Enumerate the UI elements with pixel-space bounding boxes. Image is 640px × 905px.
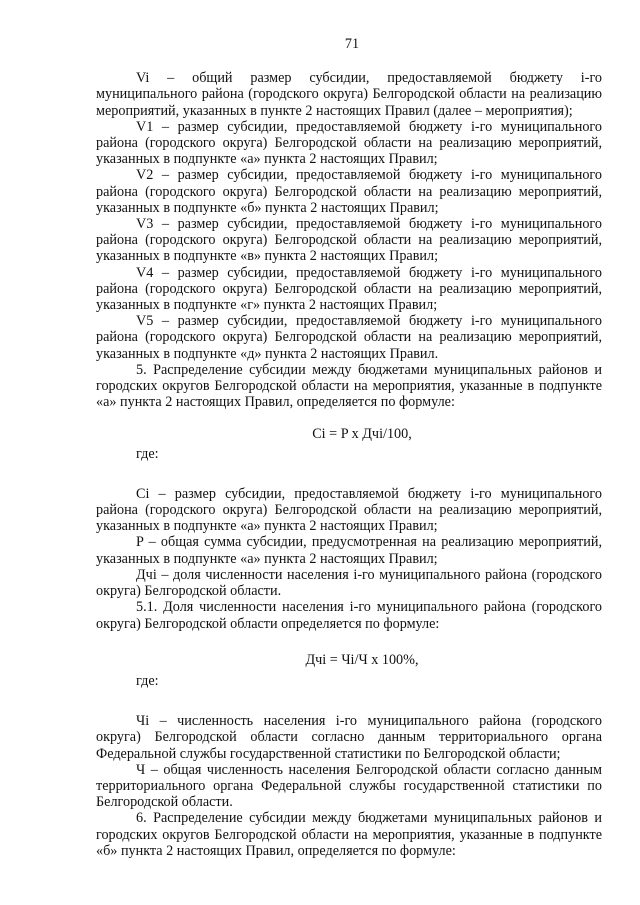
definition-ci: Ci – размер субсидии, предоставляемой бюджету i-го муниципального района (городского округа) Белгородской области на реализацию мероприятий, указанных в подпункте «а» пункта 2 настоящих Правил; (96, 485, 602, 535)
definition-v1: V1 – размер субсидии, предоставляемой бюджету i-го муниципального района (городского округа) Белгородской области на реализацию мероприятий, указанных в подпункте «а» пункта 2 настоящих Правил; (96, 118, 602, 168)
where-label-1: где: (136, 445, 159, 462)
definition-vi: Vi – общий размер субсидии, предоставляемой бюджету i-го муниципального района (городского округа) Белгородской области на реализацию мероприятий, указанных в пункте 2 настоящих Правил (далее – мероприятия); (96, 70, 602, 119)
clause-6: 6. Распределение субсидии между бюджетами муниципальных районов и городских округов Белгородской области на мероприятия, указанные в подпункте «б» пункта 2 настоящих Правил, определяется по формуле: (96, 810, 602, 859)
clause-5-1: 5.1. Доля численности населения i-го муниципального района (городского округа) Белгородской области определяется по формуле: (96, 599, 602, 632)
formula-ci: Ci = P x Дчi/100, (312, 426, 412, 443)
clause-5: 5. Распределение субсидии между бюджетами муниципальных районов и городских округов Белгородской области на мероприятия, указанные в подпункте «а» пункта 2 настоящих Правил, определяется по формуле: (96, 361, 602, 411)
definition-v2: V2 – размер субсидии, предоставляемой бюджету i-го муниципального района (городского округа) Белгородской области на реализацию мероприятий, указанных в подпункте «б» пункта 2 настоящих Правил; (96, 167, 602, 216)
where-label-2: где: (136, 672, 159, 689)
definition-p: P – общая сумма субсидии, предусмотренная на реализацию мероприятий, указанных в подпункте «а» пункта 2 настоящих Правил; (96, 534, 602, 567)
definition-v4: V4 – размер субсидии, предоставляемой бюджету i-го муниципального района (городского округа) Белгородской области на реализацию мероприятий, указанных в подпункте «г» пункта 2 настоящих Правил; (96, 264, 602, 314)
definition-ch: Ч – общая численность населения Белгородской области согласно данным территориального органа Федеральной службы государственной статистики по Белгородской области. (96, 761, 602, 811)
definition-v3: V3 – размер субсидии, предоставляемой бюджету i-го муниципального района (городского округа) Белгородской области на реализацию мероприятий, указанных в подпункте «в» пункта 2 настоящих Правил; (96, 216, 602, 265)
definition-v5: V5 – размер субсидии, предоставляемой бюджету i-го муниципального района (городского округа) Белгородской области на реализацию мероприятий, указанных в подпункте «д» пункта 2 настоящих Правил. (96, 313, 602, 362)
formula-dchi: Дчi = Чi/Ч x 100%, (305, 651, 419, 668)
definition-dchi: Дчi – доля численности населения i-го муниципального района (городского округа) Белгородской области. (96, 566, 602, 600)
page-number: 71 (344, 36, 360, 52)
definition-chi: Чi – численность населения i-го муниципального района (городского округа) Белгородской области согласно данным территориального органа Федеральной службы государственной статистики по Белгородской области; (96, 713, 602, 762)
